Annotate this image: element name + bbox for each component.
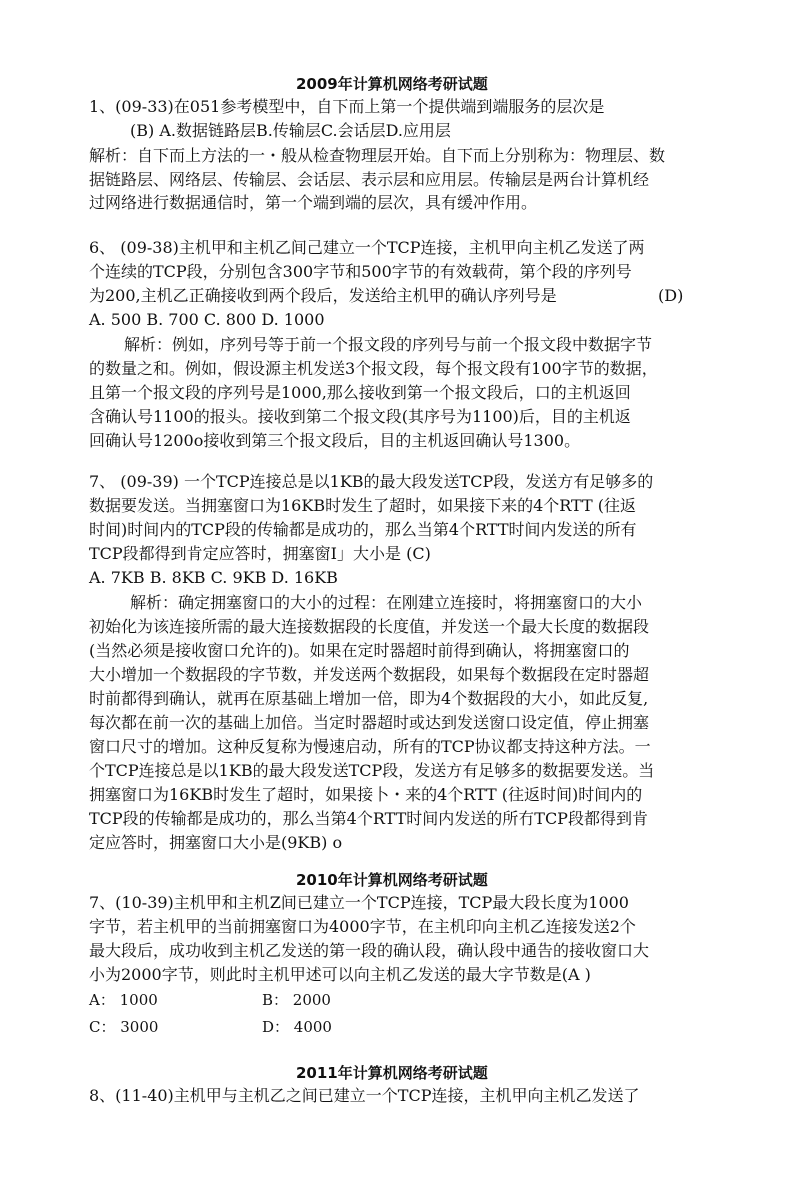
q7-analysis-2: 初始化为该连接所需的最大连接数据段的长度值，并发送一个最大长度的数据段	[89, 617, 650, 636]
q7-analysis-8: 个TCP连接总是以1KB的最大段发送TCP段，发送方有足够多的数据要发送。当	[89, 761, 655, 780]
heading-2010: 2010年计算机网络考研试题	[296, 871, 488, 889]
q7-line-2: 数据要发送。当拥塞窗口为16KB时发生了超时，如果接下来的4个RTT (往返	[89, 496, 636, 515]
q1-analysis-2: 据链路层、网络层、传输层、会话层、表示层和应用层。传输层是两台计算机经	[89, 170, 650, 189]
q2010-line-3: 最大段后，成功收到主机乙发送的第一段的确认段，确认段中通告的接收窗口大	[89, 941, 650, 960]
q6-answer: (D)	[658, 286, 684, 305]
q2010-option-a: A： 1000	[89, 991, 158, 1009]
q6-analysis-4: 含确认号1100的报头。接收到第二个报文段(其序号为1100)后，目的主机返	[89, 407, 631, 426]
q6-line-2: 个连续的TCP段，分别包含300字节和500字节的有效载荷，第个段的序列号	[89, 262, 632, 281]
q7-analysis-4: 大小增加一个数据段的字节数，并发送两个数据段，如果每个数据段在定时器超	[89, 665, 650, 684]
heading-2009: 2009年计算机网络考研试题	[296, 75, 488, 93]
q1-analysis-3: 过网络进行数据通信时，第一个端到端的层次，具有缓冲作用。	[89, 193, 538, 212]
q7-line-3: 时间)时间内的TCP段的传输都是成功的，那么当第4个RTT时间内发送的所有	[89, 520, 637, 539]
q2010-option-c: C： 3000	[89, 1018, 159, 1036]
q7-analysis-3: (当然必须是接收窗口允许的)。如果在定时器超时前得到确认，将拥塞窗口的	[89, 641, 630, 660]
q2010-line-4: 小为2000字节，则此时主机甲述可以向主机乙发送的最大字节数是(A )	[89, 965, 591, 984]
q2010-line-1: 7、(10-39)主机甲和主机Z间已建立一个TCP连接，TCP最大段长度为1000	[89, 893, 629, 912]
q6-line-3: 为200,主机乙正确接收到两个段后，发送给主机甲的确认序列号是	[89, 286, 557, 305]
q7-line-1: 7、 (09-39) 一个TCP连接总是以1KB的最大段发送TCP段，发送方有足够多的	[89, 472, 654, 491]
q7-analysis-10: TCP段的传输都是成功的，那么当第4个RTT时间内发送的所冇TCP段都得到肯	[89, 809, 648, 828]
q6-analysis-1: 解析：例如，序列号等于前一个报文段的序列号与前一个报文段中数据字节	[124, 335, 653, 354]
q2010-option-d: D： 4000	[262, 1018, 332, 1036]
q7-options: A. 7KB B. 8KB C. 9KB D. 16KB	[89, 568, 338, 587]
q7-analysis-6: 每次都在前一次的基础上加倍。当定时器超时或达到发送窗口设定值，停止拥塞	[89, 713, 650, 732]
q6-options: A. 500 B. 700 C. 800 D. 1000	[89, 310, 325, 329]
q6-line-1: 6、 (09-38)主机甲和主机乙间己建立一个TCP连接，主机甲向主机乙发送了两	[89, 238, 645, 257]
q7-analysis-5: 时前都得到确认，就再在原基础上增加一倍，即为4个数据段的大小，如此反复,	[89, 689, 649, 708]
q7-analysis-9: 拥塞窗口为16KB时发生了超时，如果接卜・来的4个RTT (往返时间)时间内的	[89, 785, 643, 804]
q6-analysis-3: 且第一个报文段的序列号是1000,那么接收到第一个报文段后，口的主机返回	[89, 383, 631, 402]
q7-analysis-11: 定应答时，拥塞窗口大小是(9KB) o	[89, 833, 343, 852]
q2010-line-2: 字节，若主机甲的当前拥塞窗口为4000字节，在主机印向主机乙连接发送2个	[89, 917, 636, 936]
q2010-option-b: B： 2000	[262, 991, 331, 1009]
q1-options: (B) A.数据链路层B.传输层C.会话层D.应用层	[130, 121, 451, 140]
q1-analysis-1: 解析：自下而上方法的一・般从检查物理层开始。自下而上分别称为：物理层、数	[89, 146, 666, 165]
q6-analysis-5: 回确认号1200o接收到第三个报文段后，目的主机返回确认号1300。	[89, 431, 581, 450]
heading-2011: 2011年计算机网络考研试题	[296, 1064, 488, 1082]
q7-line-4: TCP段都得到肯定应答时，拥塞窗I」大小是 (C)	[89, 544, 431, 563]
q1-line-1: 1、(09-33)在051参考模型中，自下而上第一个提供端到端服务的层次是	[89, 97, 605, 116]
q6-analysis-2: 的数量之和。例如，假设源主机发送3个报文段，每个报文段有100字节的数据，	[89, 359, 658, 378]
q7-analysis-7: 窗口尺寸的增加。这种反复称为慢速启动，所有的TCP协议都支持这种方法。一	[89, 737, 651, 756]
q2011-line-1: 8、(11-40)主机甲与主机乙之间已建立一个TCP连接，主机甲向主机乙发送了	[89, 1086, 640, 1105]
q7-analysis-1: 解析：确定拥塞窗口的大小的过程：在刚建立连接时，将拥塞窗口的大小	[130, 593, 643, 612]
